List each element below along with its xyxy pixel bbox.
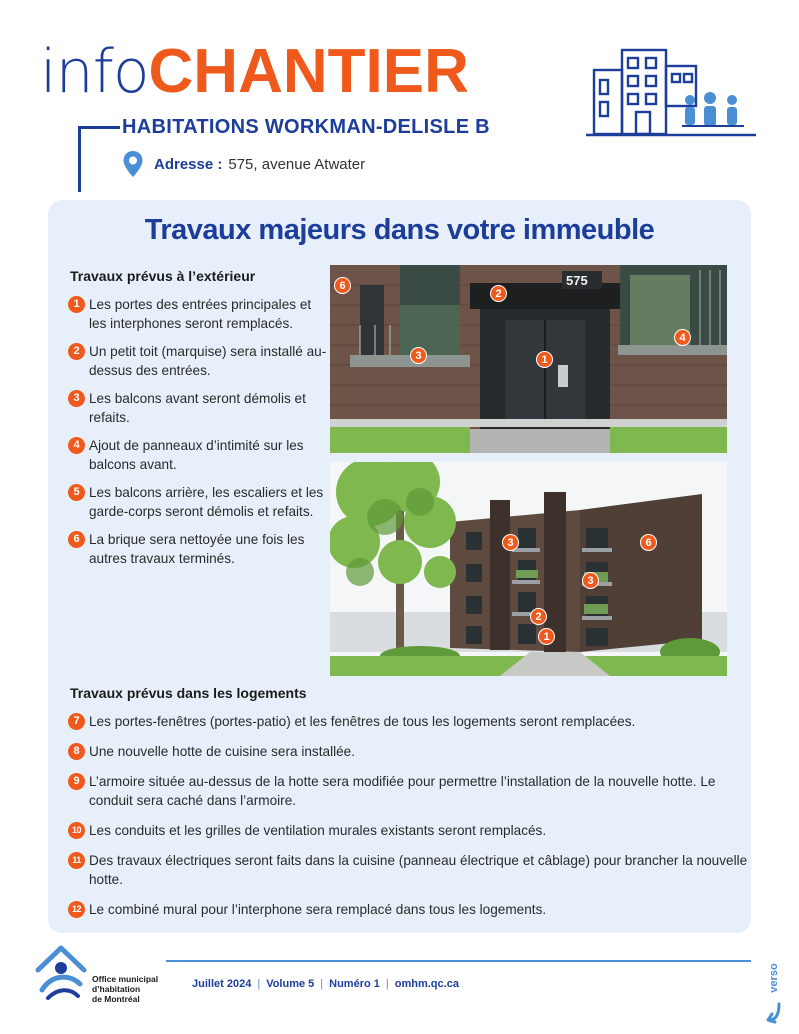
issue-number: Numéro 1 <box>329 978 380 990</box>
exterior-heading: Travaux prévus à l’extérieur <box>70 268 256 284</box>
list-item <box>68 821 748 840</box>
item-number: 3 <box>68 390 85 407</box>
footer-rule <box>166 960 751 962</box>
photo-marker: 6 <box>640 534 657 551</box>
masthead-title <box>40 36 469 106</box>
item-text: Les balcons avant seront démolis et refaits. <box>89 391 306 425</box>
address-line <box>122 150 365 178</box>
address-label: Adresse : <box>154 155 223 173</box>
item-number: 4 <box>68 437 85 454</box>
list-item <box>68 851 748 889</box>
photo-marker: 2 <box>530 608 547 625</box>
item-text: La brique sera nettoyée une fois les autres travaux terminés. <box>89 532 305 566</box>
list-item <box>68 530 328 568</box>
list-item <box>68 712 748 731</box>
item-text: Des travaux électriques seront faits dans la cuisine (panneau électrique et câblage) pour brancher la nouvelle hotte. <box>89 853 748 887</box>
list-item <box>68 389 328 427</box>
project-subtitle: HABITATIONS WORKMAN-DELISLE B <box>122 116 490 138</box>
list-item <box>68 295 328 333</box>
works-card <box>48 200 751 933</box>
masthead-chantier: CHANTIER <box>148 37 469 106</box>
issue-date: Juillet 2024 <box>192 978 252 990</box>
issue-volume: Volume 5 <box>266 978 315 990</box>
photo-marker: 1 <box>536 351 553 368</box>
item-text: Le combiné mural pour l’interphone sera remplacé dans tous les logements. <box>89 902 547 917</box>
photo-marker: 6 <box>334 277 351 294</box>
address-value: 575, avenue Atwater <box>228 155 366 173</box>
list-item <box>68 483 328 521</box>
buildings-illustration <box>586 40 756 140</box>
item-number: 12 <box>68 901 85 918</box>
photo-marker: 2 <box>490 285 507 302</box>
item-text: Les conduits et les grilles de ventilation murales existants seront remplacés. <box>89 823 547 838</box>
item-number: 8 <box>68 743 85 760</box>
item-text: Une nouvelle hotte de cuisine sera installée. <box>89 744 356 759</box>
item-number: 7 <box>68 713 85 730</box>
list-item <box>68 342 328 380</box>
interior-list <box>68 712 748 930</box>
item-number: 6 <box>68 531 85 548</box>
photo-marker: 3 <box>502 534 519 551</box>
item-text: Un petit toit (marquise) sera installé au-dessus des entrées. <box>89 344 327 378</box>
header-rule-horizontal <box>78 126 120 129</box>
item-number: 1 <box>68 296 85 313</box>
item-text: L’armoire située au-dessus de la hotte sera modifiée pour permettre l’installation de la nouvelle hotte. Le conduit sera caché dans l’armoire. <box>89 774 716 808</box>
verso-label[interactable]: verso <box>768 963 780 993</box>
list-item <box>68 742 748 761</box>
photo-marker: 3 <box>410 347 427 364</box>
photo-marker: 1 <box>538 628 555 645</box>
issue-info: Juillet 2024 | Volume 5 | Numéro 1 | omhm.qc.ca <box>192 978 459 990</box>
photo-marker: 4 <box>674 329 691 346</box>
verso-arrow-icon[interactable] <box>765 960 787 1024</box>
item-text: Ajout de panneaux d’intimité sur les balcons avant. <box>89 438 304 472</box>
exterior-list <box>68 295 328 577</box>
interior-heading: Travaux prévus dans les logements <box>70 685 307 701</box>
location-pin-icon <box>122 150 144 178</box>
card-title: Travaux majeurs dans votre immeuble <box>144 214 655 246</box>
list-item <box>68 900 748 919</box>
item-number: 9 <box>68 773 85 790</box>
item-number: 11 <box>68 852 85 869</box>
organization-name: Office municipal d’habitation de Montréal <box>92 974 159 1004</box>
item-text: Les balcons arrière, les escaliers et les garde-corps seront démolis et refaits. <box>89 485 324 519</box>
list-item <box>68 436 328 474</box>
item-number: 2 <box>68 343 85 360</box>
item-text: Les portes-fenêtres (portes-patio) et les fenêtres de tous les logements seront remplacées. <box>89 714 636 729</box>
item-number: 10 <box>68 822 85 839</box>
entrance-photo <box>330 265 727 453</box>
list-item <box>68 772 748 810</box>
item-number: 5 <box>68 484 85 501</box>
masthead-info: info <box>40 37 149 107</box>
header-rule-vertical <box>78 126 81 192</box>
omhm-logo <box>34 944 88 1004</box>
photo-marker: 3 <box>582 572 599 589</box>
building-photo <box>330 462 727 676</box>
website-link[interactable]: omhm.qc.ca <box>394 978 459 990</box>
building-number: 575 <box>566 273 588 288</box>
item-text: Les portes des entrées principales et les interphones seront remplacés. <box>89 297 312 331</box>
